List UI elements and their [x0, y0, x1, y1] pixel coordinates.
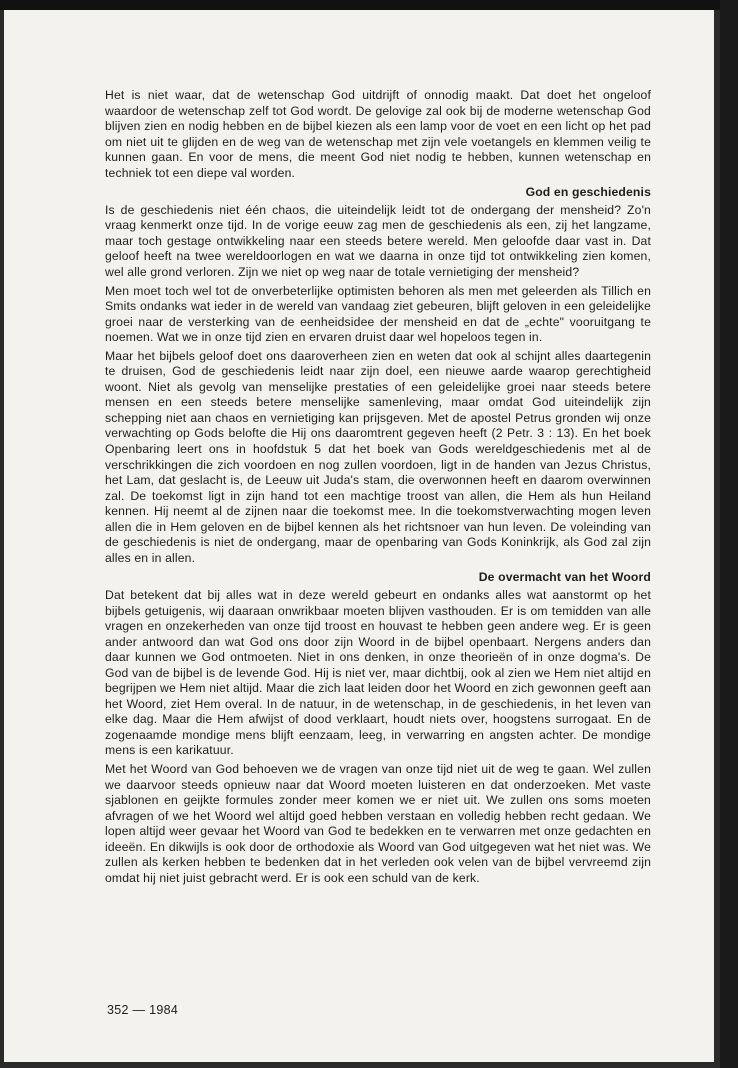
- section2-paragraph: Met het Woord van God behoeven we de vragen van onze tijd niet uit de weg te gaan. Wel zullen we daarvoor steeds opnieuw naar dat Woord moeten luisteren en dat onderzoeken. Met vaste sjablonen en geijkte formules zonder meer komen we er niet uit. We zullen ons soms moeten afvragen of we het Woord wel altijd goed hebben verstaan en volledig hebben recht gedaan. We lopen altijd weer gevaar het Woord van God te bedekken en te verwarren met onze gedachten en ideeën. En dikwijls is ook door de orthodoxie als Woord van God uitgegeven wat het niet was. We zullen als kerken hebben te bedenken dat in het verleden ook velen van de bijbel vervreemd zijn omdat hij niet juist gebracht werd. Er is ook een schuld van de kerk.: [105, 761, 651, 885]
- scan-right-border: [720, 0, 738, 1068]
- section-heading-god-en-geschiedenis: God en geschiedenis: [525, 185, 651, 200]
- section-heading-overmacht-van-het-woord: De overmacht van het Woord: [478, 570, 651, 585]
- document-page: [4, 4, 714, 1062]
- section1-paragraph: Maar het bijbels geloof doet ons daaroverheen zien en weten dat ook al schijnt alles daartegenin te druisen, God de geschiedenis leidt naar zijn doel, een nieuwe aarde waarop gerechtigheid woont. Niet als gevolg van menselijke prestaties of een geleidelijke groei naar steeds betere mensen en een steeds betere menselijke samenleving, maar omdat God uiteindelijk zijn schepping niet aan chaos en vernietiging kan prijsgeven. Met de apostel Petrus gronden wij onze verwachting op Gods belofte die Hij ons daaromtrent gegeven heeft (2 Petr. 3 : 13). En het boek Openbaring leert ons in hoofdstuk 5 dat het boek van Gods wereldgeschiedenis met al de verschrikkingen die zich voordoen en nog zullen voordoen, ligt in de handen van Jezus Christus, het Lam, dat geslacht is, de Leeuw uit Juda's stam, die overwonnen heeft en daarom overwinnen zal. De toekomst ligt in zijn hand tot een machtige troost van allen, die Hem als hun Heiland kennen. Hij neemt al de zijnen naar die toekomst mee. In die toekomstverwachting mogen leven allen die in Hem geloven en de bijbel kennen als het richtsnoer van hun leven. De voleinding van de geschiedenis is niet de ondergang, maar de openbaring van Gods Koninkrijk, als God zal zijn alles en in allen.: [105, 348, 651, 565]
- scan-top-border: [0, 0, 738, 10]
- section2-paragraph: Dat betekent dat bij alles wat in deze wereld gebeurt en ondanks alles wat aanstormt op het bijbels getuigenis, wij daaraan onwrikbaar moeten blijven vasthouden. Er is om temidden van alle vragen en onzekerheden van onze tijd troost en houvast te hebben geen andere weg. Er is geen ander antwoord dan wat God ons door zijn Woord in de bijbel openbaart. Nergens anders dan daar kunnen we God ontmoeten. Niet in ons denken, in onze theorieën of in onze dogma's. De God van de bijbel is de levende God. Hij is niet ver, maar dichtbij, ook al zien we Hem niet altijd en begrijpen we Hem niet altijd. Maar die zich laat leiden door het Woord en zich gewonnen geeft aan het Woord, ziet Hem overal. In de natuur, in de wetenschap, in de geschiedenis, in het leven van elke dag. Maar die Hem afwijst of dood verklaart, houdt niets over, hoogstens surrogaat. En de zogenaamde mondige mens blijft eenzaam, leeg, in verwarring en angsten achter. De mondige mens is een karikatuur.: [105, 587, 651, 758]
- section1-paragraph: Men moet toch wel tot de onverbeterlijke optimisten behoren als men met geleerden als Tillich en Smits ondanks wat ieder in de wereld van vandaag ziet gebeuren, blijft geloven in een geleidelijke groei naar de versterking van de eenheidsidee der mensheid en dat de „echte" vooruitgang te noemen. Wat we in onze tijd zien en ervaren druist daar wel hopeloos tegen in.: [105, 283, 651, 345]
- article-body: [105, 88, 651, 889]
- page-number-footer: 352 — 1984: [107, 1003, 179, 1017]
- intro-paragraph: Het is niet waar, dat de wetenschap God uitdrijft of onnodig maakt. Dat doet het ongeloof waardoor de wetenschap zelf tot God wordt. De gelovige zal ook bij de moderne wetenschap God blijven zien en nodig hebben en de bijbel kiezen als een lamp voor de voet en een licht op het pad om niet uit te glijden en de weg van de wetenschap met zijn vele voetangels en klemmen veilig te kunnen gaan. En voor de mens, die meent God niet nodig te hebben, kunnen wetenschap en techniek tot een diepe val worden.: [105, 88, 651, 180]
- section1-paragraph: Is de geschiedenis niet één chaos, die uiteindelijk leidt tot de ondergang der mensheid? Zo'n vraag kenmerkt onze tijd. In de vorige eeuw zag men de geschiedenis als een, zij het langzame, maar toch gestage ontwikkeling naar een steeds betere wereld. Men geloofde daar vast in. Dat geloof heeft na twee wereldoorlogen en wat we daarna in onze tijd tot ontwikkeling zien komen, wel alle grond verloren. Zijn we niet op weg naar de totale vernietiging der mensheid?: [105, 202, 651, 280]
